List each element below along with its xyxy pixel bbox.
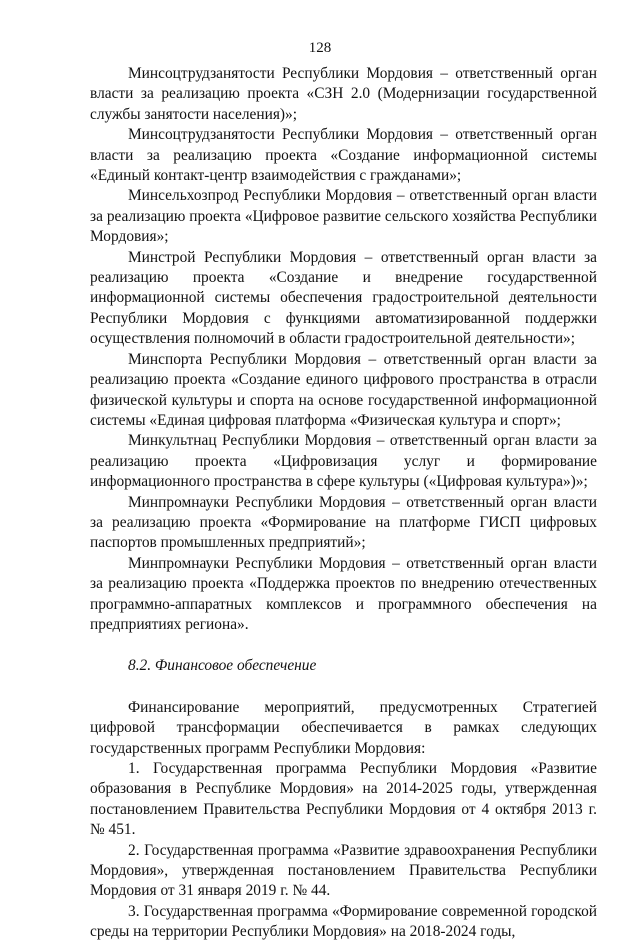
- paragraph-software-support-project: Минпромнауки Республики Мордовия – ответственный орган власти за реализацию проекта «Поддержка проектов по внедрению отечественных программно-аппаратных комплексов и программного обеспечения на предприятиях региона».: [90, 554, 597, 633]
- page-body: [90, 64, 597, 943]
- paragraph-agriculture-project: Минсельхозпрод Республики Мордовия – ответственный орган власти за реализацию проекта «Цифровое развитие сельского хозяйства Республики Мордовия»;: [90, 187, 597, 246]
- page-number: 128: [308, 40, 332, 56]
- section-heading: 8.2. Финансовое обеспечение: [128, 657, 317, 675]
- paragraph-culture-project: Минкультнац Республики Мордовия – ответственный орган власти за реализацию проекта «Цифровизация услуг и формирование информационного пространства в сфере культуры («Цифровая культура»)»;: [90, 432, 597, 491]
- paragraph-szn-project: Минсоцтрудзанятости Республики Мордовия – ответственный орган власти за реализацию проекта «СЗН 2.0 (Модернизации государственной службы занятости населения)»;: [90, 65, 597, 123]
- paragraph-urban-planning-project: Минстрой Республики Мордовия – ответственный орган власти за реализацию проекта «Создание и внедрение государственной информационной системы обеспечения градостроительной деятельности Республики Мордовия с функциями автоматизированной поддержки осуществления полномочий в области градостроительной деятельности»;: [90, 248, 597, 348]
- paragraph-gisp-project: Минпромнауки Республики Мордовия – ответственный орган власти за реализацию проекта «Формирование на платформе ГИСП цифровых паспортов промышленных предприятий»;: [90, 493, 597, 552]
- paragraph-sport-project: Минспорта Республики Мордовия – ответственный орган власти за реализацию проекта «Создание единого цифрового пространства в отрасли физической культуры и спорта на основе государственной информационной системы «Единая цифровая платформа «Физическая культура и спорт»;: [90, 350, 597, 429]
- paragraph-contact-center-project: Минсоцтрудзанятости Республики Мордовия – ответственный орган власти за реализацию проекта «Создание информационной системы «Единый контакт-центр взаимодействия с гражданами»;: [90, 126, 597, 185]
- paragraph-health-program: 2. Государственная программа «Развитие здравоохранения Республики Мордовия», утвержденная постановлением Правительства Республики Мордовия от 31 января 2019 г. № 44.: [90, 841, 597, 900]
- paragraph-financing-intro: Финансирование мероприятий, предусмотренных Стратегией цифровой трансформации обеспечивается в рамках следующих государственных программ Республики Мордовия:: [90, 698, 597, 757]
- paragraph-urban-environment-program: 3. Государственная программа «Формирование современной городской среды на территории Республики Мордовия» на 2018-2024 годы,: [90, 902, 597, 941]
- paragraph-education-program: 1. Государственная программа Республики Мордовия «Развитие образования в Республике Мордовия» на 2014-2025 годы, утвержденная постановлением Правительства Республики Мордовия от 4 октября 2013 г. № 451.: [90, 760, 597, 839]
